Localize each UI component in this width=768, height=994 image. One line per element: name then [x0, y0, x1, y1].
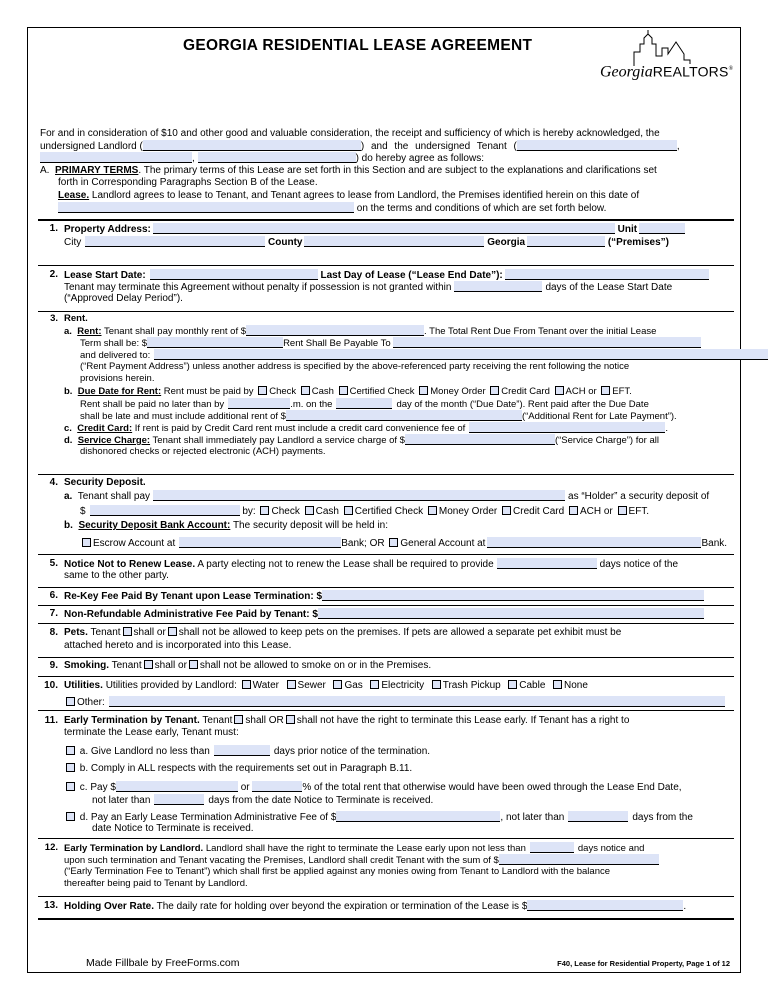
section-9: 9. Smoking. Tenant shall or shall not be allowed to smoke on or in the Premises.	[49, 660, 432, 671]
utility-gas-checkbox[interactable]	[333, 680, 342, 689]
due-day-field[interactable]	[336, 398, 392, 409]
service-charge-field[interactable]	[405, 434, 555, 445]
utility-electricity-checkbox[interactable]	[370, 680, 379, 689]
termination-credit-field[interactable]	[499, 854, 659, 865]
holdover-rate-field[interactable]	[527, 900, 683, 911]
pets-allowed-checkbox[interactable]	[123, 627, 132, 636]
option-c-checkbox[interactable]	[66, 782, 75, 791]
primary-terms-line-2: forth in Corresponding Paragraphs Section B of the Lease.	[58, 177, 318, 188]
rent-credit-card-checkbox[interactable]	[490, 386, 499, 395]
admin-fee-field[interactable]	[318, 608, 704, 619]
county-field[interactable]	[304, 236, 484, 247]
utility-other-checkbox[interactable]	[66, 697, 75, 706]
rent-check-checkbox[interactable]	[258, 386, 267, 395]
early-term-shall-checkbox[interactable]	[234, 715, 243, 724]
deposit-credit-card-checkbox[interactable]	[502, 506, 511, 515]
section-6: 6. Re-Key Fee Paid By Tenant upon Lease Termination: $	[38, 590, 734, 604]
percent-c-field[interactable]	[252, 781, 302, 792]
section-3: 3. Rent. a. Rent: Tenant shall pay monthly rent of $ . The Total Rent Due From Tenant over the initial Lease Term shall be: $ Rent Shall Be Payable To and delivered to: (“Rent Payment Address”) unless another address is specified by the above-referenced party receiving the rent following the notice provisions herein. b. Due Date for Rent: Rent must be paid by Check Cash Certified Check Money Order Credit Card ACH or EFT. Rent shall be paid no later than by .m. on the day of the month (“Due Date”). Rent paid after the Due Date shall be late and must include additional rent of $ (“Additional Rent for Late Payment”). c. Credit Card: If rent is paid by Credit Card rent must include a credit card convenience fee of . d. Service Charge: Tenant shall immediately pay Landlord a service charge of $ (“Service Charge”) for all dishonored checks or rejected electronic (ACH) payments.	[38, 313, 734, 475]
lease-end-date-field[interactable]	[505, 269, 709, 280]
notice-days-a-field[interactable]	[214, 745, 270, 756]
rent-ach-checkbox[interactable]	[555, 386, 564, 395]
deposit-ach-checkbox[interactable]	[569, 506, 578, 515]
lease-line-2: on the terms and conditions of which are set forth below.	[58, 202, 606, 216]
option-a-checkbox[interactable]	[66, 746, 75, 755]
rent-eft-checkbox[interactable]	[601, 386, 610, 395]
deposit-money-order-checkbox[interactable]	[428, 506, 437, 515]
holder-field[interactable]	[153, 490, 565, 501]
rent-certified-checkbox[interactable]	[339, 386, 348, 395]
payment-c-field[interactable]	[116, 781, 238, 792]
intro-line-2: undersigned Landlord ( ) and the undersigned Tenant ( ,	[40, 141, 680, 152]
smoking-allowed-checkbox[interactable]	[144, 660, 153, 669]
option-d-checkbox[interactable]	[66, 812, 75, 821]
intro-line-1: For and in consideration of $10 and other good and valuable consideration, the receipt and sufficiency of which is hereby acknowledged, the	[40, 128, 660, 139]
section-12: 12. Early Termination by Landlord. Landlord shall have the right to terminate the Lease early upon not less than days notice and upon such termination and Tenant vacating the Premises, Landlord shall credit Tenant with the sum of $ (“Early Termination Fee to Tenant”) which shall first be applied against any monies owing from Tenant to Landlord with the balance thereafter being paid to Tenant by Landlord.	[38, 842, 734, 894]
lease-line: Lease. Landlord agrees to lease to Tenant, and Tenant agrees to lease from Landlord, the Premises identified herein on this date of	[58, 190, 640, 201]
tenant-name-field-2[interactable]	[40, 152, 192, 163]
deposit-cash-checkbox[interactable]	[305, 506, 314, 515]
section-13: 13. Holding Over Rate. The daily rate for holding over beyond the expiration or termination of the Lease is $ .	[44, 900, 687, 912]
utility-other-field[interactable]	[109, 696, 725, 707]
section-5: 5. Notice Not to Renew Lease. A party electing not to renew the Lease shall be required to provide days notice of the same to the other party.	[49, 558, 679, 581]
section-4: 4. Security Deposit. a. Tenant shall pay as “Holder” a security deposit of $ by: Check Cash Certified Check Money Order Credit Card ACH or EFT. b. Security Deposit Bank Account: The security deposit will be held in: Escrow Account at Bank; OR General Account at Bank.	[49, 477, 728, 549]
lease-date-field[interactable]	[58, 202, 354, 213]
section-1: 1. Property Address: Unit City County Georgia (“Premises”)	[38, 223, 734, 263]
rent-address-field[interactable]	[154, 349, 768, 360]
smoking-not-allowed-checkbox[interactable]	[189, 660, 198, 669]
logo-wordmark: GeorgiaREALTORS®	[600, 63, 734, 81]
city-field[interactable]	[85, 236, 265, 247]
unit-field[interactable]	[639, 223, 685, 234]
intro-line-3: , ) do hereby agree as follows:	[40, 152, 484, 166]
option-b-checkbox[interactable]	[66, 763, 75, 772]
tenant-name-field-3[interactable]	[198, 152, 356, 163]
total-rent-field[interactable]	[147, 337, 283, 348]
due-time-field[interactable]	[228, 398, 290, 409]
rent-payable-to-field[interactable]	[393, 337, 701, 348]
property-address-field[interactable]	[153, 223, 615, 234]
early-term-shall-not-checkbox[interactable]	[286, 715, 295, 724]
late-fee-field[interactable]	[286, 410, 522, 421]
footer-page-info: F40, Lease for Residential Property, Page 1 of 12	[557, 959, 730, 968]
georgia-realtors-logo	[594, 30, 742, 94]
days-d-field[interactable]	[568, 811, 628, 822]
utility-sewer-checkbox[interactable]	[287, 680, 296, 689]
lease-start-date-field[interactable]	[150, 269, 318, 280]
primary-terms-line: A. PRIMARY TERMS. The primary terms of this Lease are set forth in this Section and are subject to the explanations and clarifications set	[40, 165, 657, 176]
footer-credit: Made Fillbale by FreeForms.com	[86, 957, 240, 969]
utility-water-checkbox[interactable]	[242, 680, 251, 689]
general-account-checkbox[interactable]	[389, 538, 398, 547]
rekey-fee-field[interactable]	[322, 590, 704, 601]
admin-fee-d-field[interactable]	[336, 811, 500, 822]
rent-cash-checkbox[interactable]	[301, 386, 310, 395]
escrow-account-checkbox[interactable]	[82, 538, 91, 547]
deposit-certified-checkbox[interactable]	[344, 506, 353, 515]
section-7: 7. Non-Refundable Administrative Fee Paid by Tenant: $	[38, 608, 734, 622]
primary-terms-heading: PRIMARY TERMS	[55, 165, 139, 176]
zip-field[interactable]	[527, 236, 605, 247]
skyline-icon	[594, 30, 742, 94]
deposit-check-checkbox[interactable]	[260, 506, 269, 515]
utility-trash-checkbox[interactable]	[432, 680, 441, 689]
rent-money-order-checkbox[interactable]	[419, 386, 428, 395]
escrow-bank-field[interactable]	[179, 537, 341, 548]
landlord-name-field[interactable]	[143, 140, 361, 151]
general-bank-field[interactable]	[487, 537, 701, 548]
tenant-name-field[interactable]	[517, 140, 677, 151]
section-10: 10. Utilities. Utilities provided by Landlord: Water Sewer Gas Electricity Trash Pickup Cable None Other:	[38, 680, 734, 710]
utility-none-checkbox[interactable]	[553, 680, 562, 689]
notice-days-field[interactable]	[497, 558, 597, 569]
pets-not-allowed-checkbox[interactable]	[168, 627, 177, 636]
section-11: 11. Early Termination by Tenant. Tenant shall OR shall not have the right to terminate this Lease early. If Tenant has a right to terminate the Lease early, Tenant must: a. Give Landlord no less than days prior notice of the termination. b. Comply in ALL respects with the requirements set out in Paragraph B.11. c. Pay $ or % of the total rent that otherwise would have been owed through the Lease End Date, not later than days from the date Notice to Terminate is received. d. Pay an Early Lease Termination Administrative Fee of $ , not later than days from the date Notice to Terminate is received.	[44, 715, 693, 834]
landlord-notice-days-field[interactable]	[530, 842, 574, 853]
days-c-field[interactable]	[154, 794, 204, 805]
page-title: GEORGIA RESIDENTIAL LEASE AGREEMENT	[183, 37, 533, 54]
deposit-amount-field[interactable]	[90, 505, 240, 516]
delay-days-field[interactable]	[454, 281, 542, 292]
section-8: 8. Pets. Tenant shall or shall not be allowed to keep pets on the premises. If pets are allowed a separate pet exhibit must be attached hereto and is incorporated into this Lease.	[49, 627, 622, 651]
monthly-rent-field[interactable]	[246, 325, 424, 336]
deposit-eft-checkbox[interactable]	[618, 506, 627, 515]
utility-cable-checkbox[interactable]	[508, 680, 517, 689]
section-2: 2. Lease Start Date: Last Day of Lease (“Lease End Date”): Tenant may terminate this Agreement without penalty if possession is not granted within days of the Lease Start Date (“Approved Delay Period”).	[38, 269, 734, 309]
credit-card-fee-field[interactable]	[469, 422, 665, 433]
